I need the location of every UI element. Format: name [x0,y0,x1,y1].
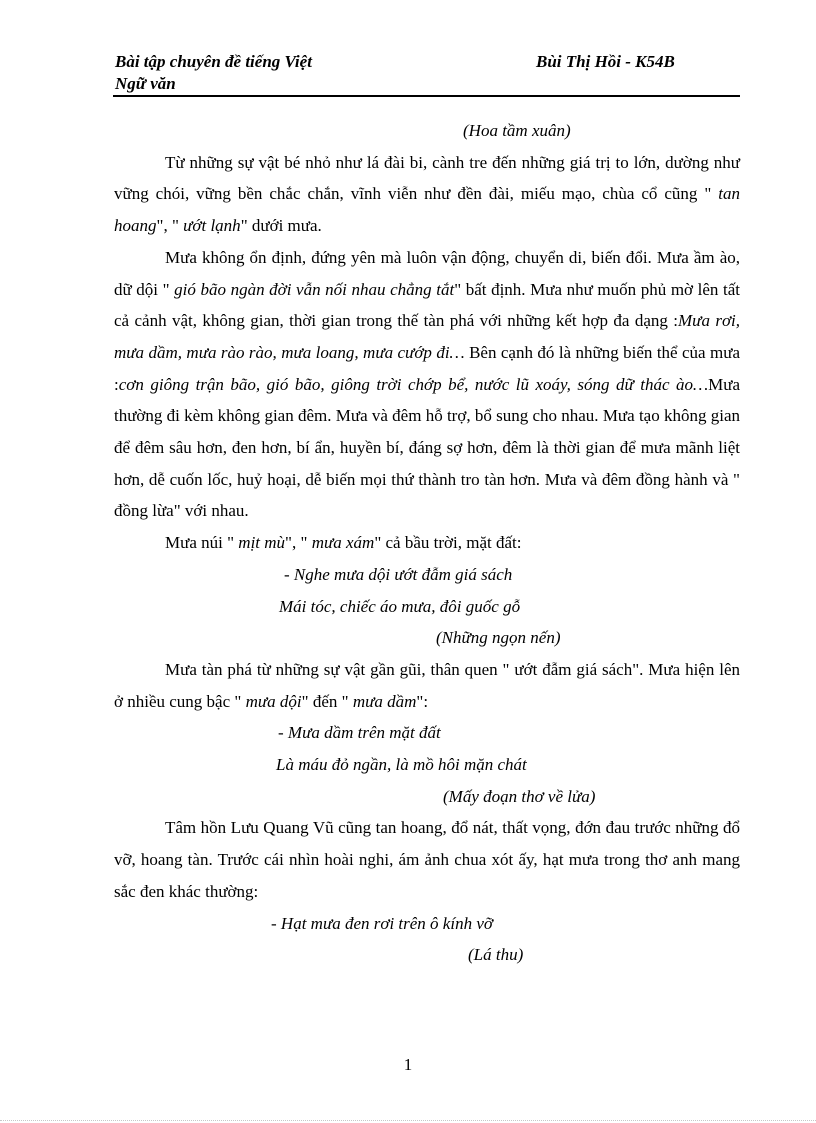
header-title-line2: Ngữ văn [115,74,176,93]
verse-line: - Nghe mưa dội ướt đẫm giá sách [284,564,513,584]
citation-nhung-ngon-nen: (Những ngọn nến) [436,628,561,648]
paragraph-2: Mưa không ổn định, đứng yên mà luôn vận động, chuyển di, biến đổi. Mưa ầm ào, dữ dội " gió bão ngàn đời vẫn nối nhau chẳng tắt" bất định. Mưa như muốn phủ mờ lên tất cả cảnh vật, không gian, thời gian trong thế tàn phá với những kết hợp đa dạng :Mưa rơi, mưa dầm, mưa rào rào, mưa loang, mưa cướp đi… Bên cạnh đó là những biến thể của mưa :cơn giông trận bão, gió bão, giông trời chớp bể, nước lũ xoáy, sóng dữ thác ào…Mưa thường đi kèm không gian đêm. Mưa và đêm hỗ trợ, bổ sung cho nhau. Mưa tạo không gian để đêm sâu hơn, đen hơn, bí ẩn, huyền bí, đáng sợ hơn, đêm là thời gian để mưa mãnh liệt hơn, dễ cuốn lốc, huỷ hoại, dễ biến mọi thứ thành tro tàn hơn. Mưa và đêm đồng hành và " đồng lừa" với nhau. [114,247,740,521]
header-title-line1: Bài tập chuyên đề tiếng Việt [115,52,312,71]
header-author: Bùi Thị Hồi - K54B [536,52,675,71]
citation-hoa-tam-xuan: (Hoa tầm xuân) [463,121,571,140]
header-divider [113,95,740,97]
document-header-title [115,51,312,95]
verse-line: Mái tóc, chiếc áo mưa, đôi guốc gỗ [279,596,521,616]
verse-line: Là máu đỏ ngần, là mồ hôi mặn chát [276,755,527,775]
page-number: 1 [403,1055,413,1074]
document-body [114,115,740,971]
paragraph-1: Từ những sự vật bé nhỏ như lá đài bi, cành tre đến những giá trị to lớn, dường như vững chói, vững bền chắc chắn, vĩnh viễn như đền đài, miếu mạo, chùa cổ cũng " tan hoang", " ướt lạnh" dưới mưa. [114,152,740,236]
verse-line: - Hạt mưa đen rơi trên ô kính vỡ [271,913,493,933]
verse-line: - Mưa dầm trên mặt đất [278,723,441,743]
citation-la-thu: (Lá thu) [468,945,524,965]
paragraph-4: Mưa tàn phá từ những sự vật gần gũi, thân quen " ướt đẫm giá sách". Mưa hiện lên ở nhiều cung bậc " mưa dội" đến " mưa dầm": [114,659,740,711]
citation-may-doan-tho-ve-lua: (Mấy đoạn thơ về lửa) [443,786,596,806]
paragraph-3: Mưa núi " mịt mù", " mưa xám" cả bầu trời, mặt đất: [165,533,522,553]
paragraph-5: Tâm hồn Lưu Quang Vũ cũng tan hoang, đổ nát, thất vọng, đớn đau trước những đổ vỡ, hoang tàn. Trước cái nhìn hoài nghi, ám ảnh chua xót ấy, hạt mưa trong thơ anh mang sắc đen khác thường: [114,818,740,901]
page-bottom-edge [0,1120,816,1121]
